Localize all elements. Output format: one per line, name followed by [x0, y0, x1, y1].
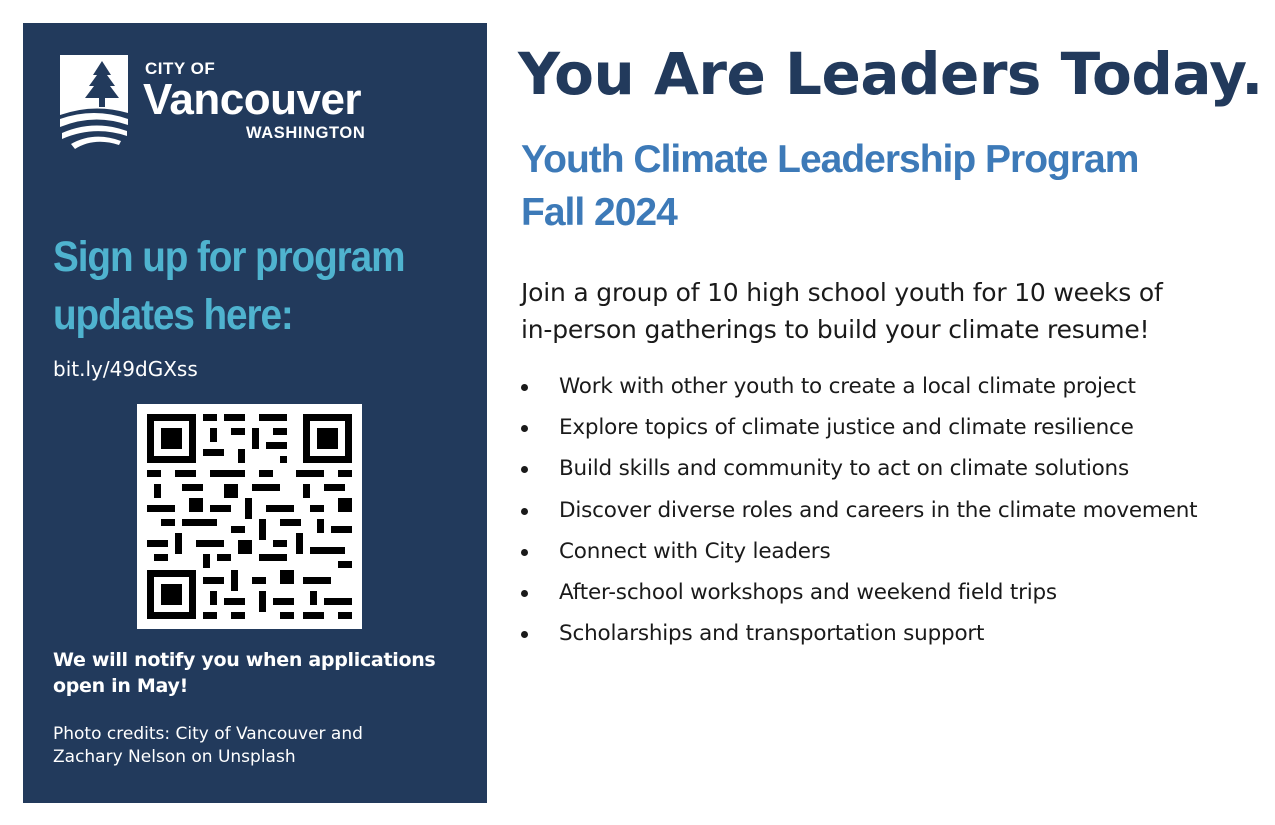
- logo-vancouver: Vancouver: [143, 75, 362, 124]
- subtitle-line2: Fall 2024: [521, 191, 677, 234]
- subtitle-line1: Youth Climate Leadership Program: [521, 138, 1139, 181]
- list-item: [521, 366, 1261, 407]
- list-item-text: Work with other youth to create a local climate project: [559, 374, 1136, 399]
- bullet-icon: [521, 631, 528, 638]
- notify-line2: open in May!: [53, 675, 188, 697]
- logo-washington: WASHINGTON: [246, 124, 366, 142]
- list-item: [521, 448, 1261, 489]
- intro-paragraph: [521, 274, 1241, 348]
- signup-heading-line1: Sign up for program: [53, 233, 405, 281]
- bullet-icon: [521, 508, 528, 515]
- list-item-text: Build skills and community to act on climate solutions: [559, 456, 1129, 482]
- program-subtitle: [521, 133, 1221, 239]
- signup-link[interactable]: bit.ly/49dGXss: [53, 357, 198, 381]
- qr-code-icon[interactable]: [137, 404, 362, 629]
- notify-line1: We will notify you when applications: [53, 649, 436, 671]
- list-item: [521, 407, 1261, 448]
- qr-code-graphic: [137, 404, 362, 629]
- logo-city-of: CITY OF: [145, 59, 216, 78]
- signup-heading-line2: updates here:: [53, 291, 293, 339]
- list-item-text: After-school workshops and weekend field trips: [559, 579, 1057, 605]
- list-item-text: Explore topics of climate justice and climate resilience: [559, 415, 1134, 441]
- bullet-icon: [521, 549, 528, 556]
- signup-heading: [53, 228, 431, 344]
- list-item-text: Connect with City leaders: [559, 538, 831, 564]
- bullet-icon: [521, 590, 528, 597]
- intro-line2: in-person gatherings to build your climate resume!: [521, 315, 1150, 344]
- credits-line1: Photo credits: City of Vancouver and: [53, 724, 363, 744]
- list-item: [521, 531, 1261, 572]
- list-item: [521, 572, 1261, 613]
- signup-panel: [23, 23, 487, 803]
- list-item-text: Discover diverse roles and careers in the climate movement: [559, 497, 1198, 523]
- list-item: [521, 490, 1261, 531]
- bullet-icon: [521, 384, 528, 391]
- bullet-icon: [521, 466, 528, 473]
- notify-message: [53, 647, 473, 699]
- photo-credits: [53, 723, 473, 769]
- credits-line2: Zachary Nelson on Unsplash: [53, 747, 296, 767]
- benefits-list: [521, 366, 1261, 654]
- list-item-text: Scholarships and transportation support: [559, 621, 985, 647]
- city-logo: [57, 53, 397, 153]
- tree-water-logo-icon: [57, 53, 131, 151]
- list-item: [521, 613, 1261, 654]
- bullet-icon: [521, 425, 528, 432]
- page-title: You Are Leaders Today.: [518, 40, 1263, 108]
- intro-line1: Join a group of 10 high school youth for 10 weeks of: [521, 278, 1163, 307]
